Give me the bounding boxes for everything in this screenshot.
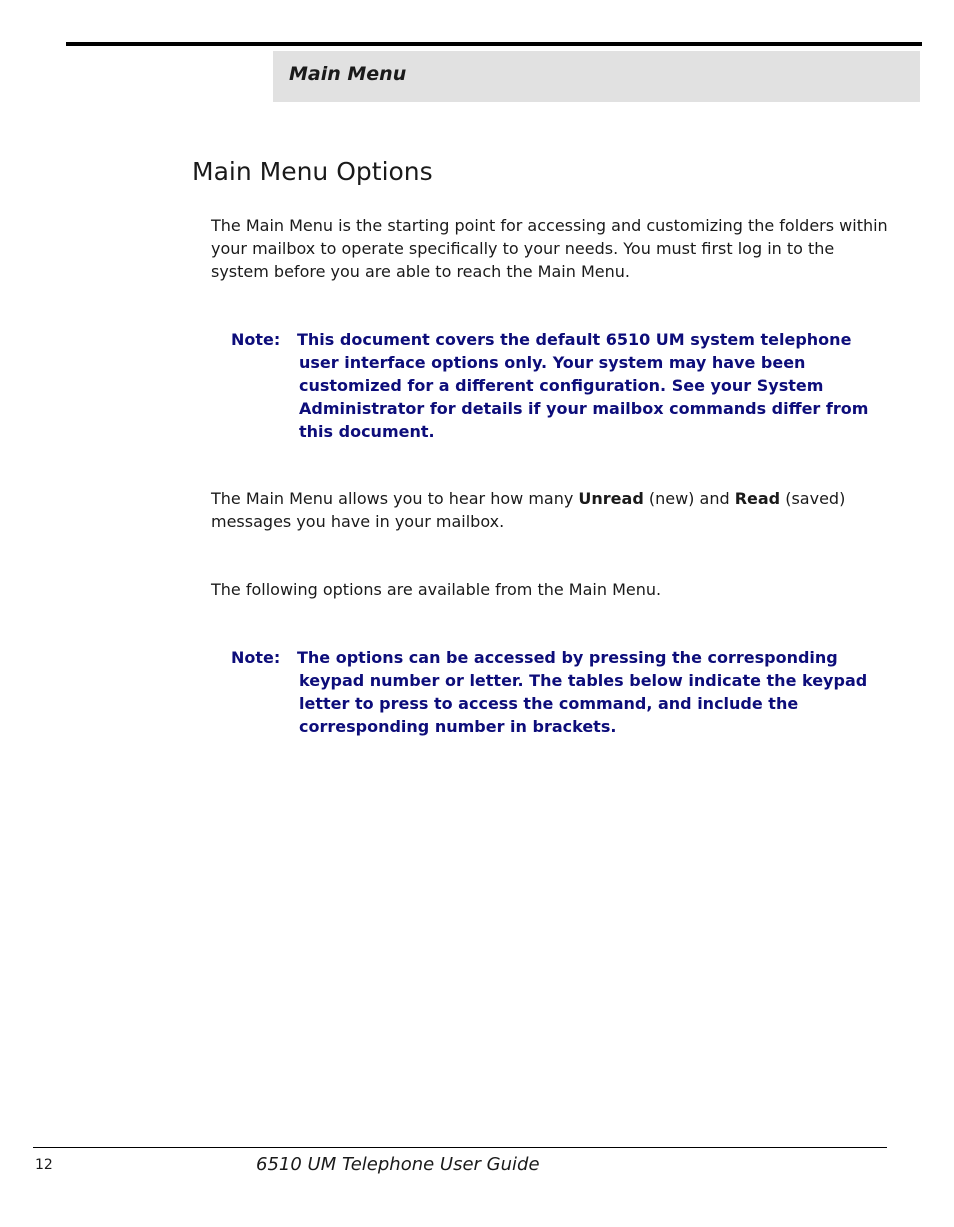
intro-paragraph: The Main Menu is the starting point for accessing and customizing the folders within your mailbox to operate specifically to your needs. You must first log in to the system before you are able to reach the Main Menu. — [211, 216, 888, 281]
page-title: Main Menu Options — [192, 157, 433, 186]
section-header-title: Main Menu — [289, 63, 407, 85]
unread-term: Unread — [578, 489, 644, 508]
note-label: Note: — [231, 330, 281, 349]
footer-document-title: 6510 UM Telephone User Guide — [256, 1154, 540, 1175]
note-box-1 — [231, 328, 891, 443]
header-rule — [66, 42, 922, 46]
options-paragraph: The following options are available from the Main Menu. — [211, 580, 662, 599]
counts-text-part2: (new) and — [643, 489, 735, 508]
note-text: This document covers the default 6510 UM system telephone user interface options only. Your system may have been customized for a different configuration. See your System Administrator for details if your mailbox commands differ from this document. — [297, 330, 869, 441]
counts-text-part1: The Main Menu allows you to hear how many — [211, 489, 579, 508]
page-number: 12 — [35, 1157, 53, 1173]
footer-rule — [33, 1147, 887, 1148]
note-text: The options can be accessed by pressing the corresponding keypad number or letter. The tables below indicate the keypad letter to press to access the command, and include the corresponding number in brackets. — [297, 648, 868, 736]
message-counts-paragraph — [211, 487, 891, 533]
read-term: Read — [734, 489, 781, 508]
note-box-2 — [231, 646, 891, 738]
section-header-band — [273, 51, 920, 102]
note-label: Note: — [231, 648, 281, 667]
counts-text-part3: (saved) messages you have in your mailbox. — [211, 489, 846, 531]
